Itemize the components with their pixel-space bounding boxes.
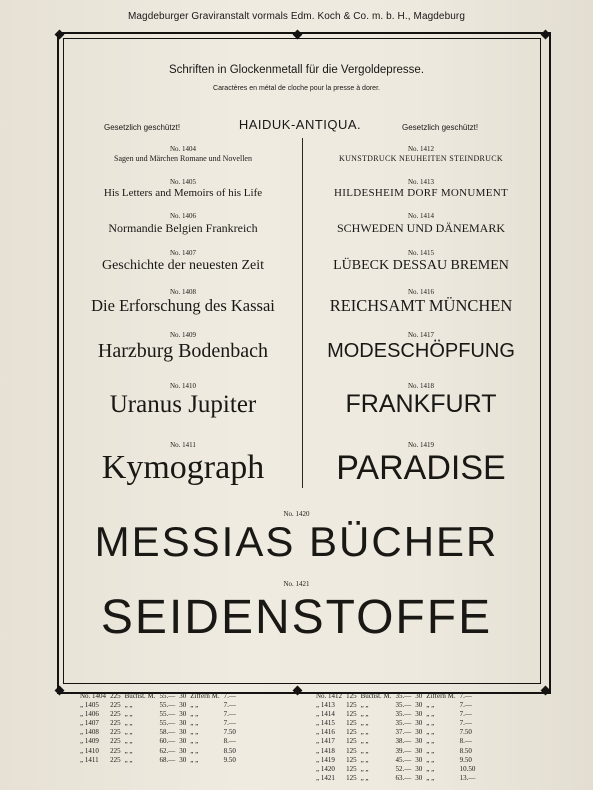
specimen-1421-number: No. 1421 <box>283 580 310 588</box>
price-cell: 7.— <box>459 701 472 710</box>
price-cell: „ 1409 <box>80 737 99 746</box>
price-cell: 125 <box>346 755 357 764</box>
specimen-1411 <box>63 441 303 485</box>
price-row <box>314 756 477 765</box>
price-cell: 30 <box>179 692 187 700</box>
price-cell: „ „ <box>190 728 199 737</box>
page-subtitle: Caractères en métal de cloche pour la presse à dorer. <box>213 85 380 92</box>
price-cell: „ 1415 <box>316 719 335 728</box>
specimen-1408 <box>63 288 303 315</box>
price-cell: 55.— <box>159 719 176 728</box>
price-cell: „ „ <box>426 755 435 764</box>
price-cell: 125 <box>346 746 357 755</box>
price-row <box>78 737 238 746</box>
price-cell: 8.— <box>459 737 472 746</box>
specimen-1412 <box>301 145 541 163</box>
price-cell: „ „ <box>190 701 199 710</box>
specimen-text: His Letters and Memoirs of his Life <box>103 187 263 199</box>
price-cell: „ „ <box>360 746 369 755</box>
price-cell: 125 <box>346 692 357 700</box>
specimen-number: No. 1406 <box>169 212 197 220</box>
publisher-header: Magdeburger Graviranstalt vormals Edm. Koch & Co. m. b. H., Magdeburg <box>127 11 466 22</box>
price-cell: 13.— <box>459 773 476 782</box>
price-cell: 45.— <box>395 755 412 764</box>
price-cell: „ „ <box>360 737 369 746</box>
price-cell: 7.— <box>223 701 236 710</box>
price-cell: 125 <box>346 701 357 710</box>
specimen-1406 <box>63 212 303 234</box>
price-row <box>314 765 477 774</box>
price-cell: „ 1421 <box>316 773 335 782</box>
price-cell: Ziffern M. <box>426 692 456 700</box>
price-cell: 30 <box>179 719 187 728</box>
price-cell: 55.— <box>159 710 176 719</box>
price-cell: 8.50 <box>223 746 236 755</box>
price-cell: 30 <box>415 719 423 728</box>
price-table-right <box>314 692 477 783</box>
specimen-1407 <box>63 249 303 273</box>
price-cell: „ „ <box>360 719 369 728</box>
price-cell: 35.— <box>395 701 412 710</box>
price-cell: „ 1411 <box>80 755 99 764</box>
price-cell: „ 1420 <box>316 764 335 773</box>
price-cell: „ „ <box>124 710 133 719</box>
legal-notice-right: Gesetzlich geschützt! <box>402 123 479 132</box>
price-cell: „ „ <box>124 746 133 755</box>
specimen-1414 <box>301 212 541 234</box>
price-cell: 39.— <box>395 746 412 755</box>
specimen-number: No. 1416 <box>407 288 435 296</box>
price-row <box>314 774 477 783</box>
price-cell: 225 <box>110 692 121 700</box>
price-cell: 30 <box>179 737 187 746</box>
price-cell: „ „ <box>360 764 369 773</box>
price-cell: 125 <box>346 728 357 737</box>
price-row <box>314 747 477 756</box>
price-cell: „ „ <box>190 737 199 746</box>
price-cell: 225 <box>110 701 121 710</box>
price-cell: „ „ <box>426 719 435 728</box>
price-cell: 38.— <box>395 737 412 746</box>
specimen-number: No. 1409 <box>169 331 197 339</box>
specimen-text: Kymograph <box>101 449 265 486</box>
price-cell: Buchst. M. <box>360 692 392 700</box>
specimen-number: No. 1411 <box>170 441 196 449</box>
specimen-number: No. 1417 <box>407 331 435 339</box>
price-cell: 30 <box>415 701 423 710</box>
price-cell: 8.— <box>223 737 236 746</box>
price-cell: „ „ <box>426 737 435 746</box>
specimen-text: Geschichte der neuesten Zeit <box>101 258 265 273</box>
price-row <box>314 728 477 737</box>
specimen-number: No. 1405 <box>169 178 197 186</box>
price-cell: 7.— <box>223 710 236 719</box>
specimen-text: Uranus Jupiter <box>109 391 257 418</box>
price-cell: „ 1410 <box>80 746 99 755</box>
price-cell: „ „ <box>360 710 369 719</box>
price-cell: 10.50 <box>459 764 476 773</box>
specimen-1417 <box>301 331 541 361</box>
price-cell: 9.50 <box>459 755 472 764</box>
price-cell: 7.— <box>459 710 472 719</box>
price-cell: 30 <box>179 728 187 737</box>
price-row <box>78 710 238 719</box>
price-cell: 7.50 <box>223 728 236 737</box>
price-cell: 7.— <box>459 719 472 728</box>
specimen-text: LÜBECK DESSAU BREMEN <box>333 258 509 273</box>
price-cell: 225 <box>110 737 121 746</box>
price-cell: „ 1405 <box>80 701 99 710</box>
price-cell: „ „ <box>360 701 369 710</box>
price-cell: 125 <box>346 764 357 773</box>
specimen-number: No. 1407 <box>169 249 197 257</box>
price-cell: 55.— <box>159 692 176 700</box>
specimen-1409 <box>63 331 303 361</box>
price-cell: Buchst. M. <box>124 692 156 700</box>
price-cell: „ „ <box>360 773 369 782</box>
price-cell: 225 <box>110 728 121 737</box>
price-row <box>78 728 238 737</box>
price-cell: 30 <box>415 746 423 755</box>
specimen-number: No. 1418 <box>407 382 435 390</box>
specimen-1405 <box>63 178 303 199</box>
price-cell: 52.— <box>395 764 412 773</box>
specimen-1416 <box>301 288 541 315</box>
price-cell: „ 1408 <box>80 728 99 737</box>
specimen-text: Sagen und Märchen Romane und Novellen <box>114 154 252 163</box>
price-cell: 125 <box>346 719 357 728</box>
specimen-1419 <box>301 441 541 485</box>
price-cell: 30 <box>179 710 187 719</box>
price-cell: 30 <box>179 746 187 755</box>
price-row <box>314 692 477 701</box>
price-row <box>314 737 477 746</box>
specimen-text: Harzburg Bodenbach <box>97 340 269 362</box>
specimen-number: No. 1404 <box>169 145 197 153</box>
price-row <box>314 719 477 728</box>
price-cell: Ziffern M. <box>190 692 220 700</box>
price-cell: „ 1414 <box>316 710 335 719</box>
price-cell: „ 1413 <box>316 701 335 710</box>
specimen-1420-text: MESSIAS BÜCHER <box>94 518 499 565</box>
price-cell: 30 <box>415 710 423 719</box>
price-cell: 63.— <box>395 773 412 782</box>
price-cell: 30 <box>179 701 187 710</box>
specimen-number: No. 1408 <box>169 288 197 296</box>
specimen-text: Normandie Belgien Frankreich <box>108 221 258 235</box>
price-cell: 68.— <box>159 755 176 764</box>
price-cell: 62.— <box>159 746 176 755</box>
price-table-left <box>78 692 238 765</box>
price-cell: 7.— <box>459 692 472 700</box>
price-cell: 7.— <box>223 692 236 700</box>
price-row <box>78 701 238 710</box>
specimen-number: No. 1413 <box>407 178 435 186</box>
price-row <box>314 710 477 719</box>
price-cell: „ „ <box>426 773 435 782</box>
price-cell: „ 1418 <box>316 746 335 755</box>
price-cell: 125 <box>346 710 357 719</box>
specimen-1420-number: No. 1420 <box>283 510 310 518</box>
price-cell: 7.— <box>223 719 236 728</box>
price-cell: „ 1416 <box>316 728 335 737</box>
price-cell: 30 <box>415 728 423 737</box>
price-cell: „ 1419 <box>316 755 335 764</box>
price-cell: 125 <box>346 737 357 746</box>
price-cell: 225 <box>110 719 121 728</box>
price-cell: No. 1404 <box>80 692 107 700</box>
specimen-text: MODESCHÖPFUNG <box>327 340 515 362</box>
price-cell: 225 <box>110 746 121 755</box>
price-cell: „ „ <box>190 755 199 764</box>
specimen-text: HILDESHEIM DORF MONUMENT <box>333 187 509 199</box>
specimen-1421-text: SEIDENSTOFFE <box>100 591 493 644</box>
price-cell: 30 <box>415 764 423 773</box>
specimen-text: PARADISE <box>336 449 506 487</box>
price-cell: 60.— <box>159 737 176 746</box>
price-cell: „ „ <box>124 719 133 728</box>
price-cell: 8.50 <box>459 746 472 755</box>
specimen-text: Die Erforschung des Kassai <box>91 296 275 315</box>
price-cell: „ „ <box>426 764 435 773</box>
specimen-number: No. 1414 <box>407 212 435 220</box>
price-cell: „ „ <box>124 737 133 746</box>
price-cell: „ „ <box>426 746 435 755</box>
price-cell: 30 <box>415 692 423 700</box>
page-title: Schriften in Glockenmetall für die Vergoldepresse. <box>168 64 425 76</box>
specimen-1415 <box>301 249 541 273</box>
price-cell: „ 1407 <box>80 719 99 728</box>
price-cell: 55.— <box>159 701 176 710</box>
price-cell: 37.— <box>395 728 412 737</box>
specimen-number: No. 1412 <box>407 145 435 153</box>
legal-notice-left: Gesetzlich geschützt! <box>104 123 181 132</box>
specimen-text: FRANKFURT <box>345 390 497 418</box>
price-row <box>78 756 238 765</box>
specimen-1410 <box>63 382 303 417</box>
specimen-text: KUNSTDRUCK NEUHEITEN STEINDRUCK <box>339 154 503 163</box>
price-row <box>78 692 238 701</box>
price-cell: 225 <box>110 755 121 764</box>
price-cell: „ „ <box>124 755 133 764</box>
price-cell: „ „ <box>124 728 133 737</box>
price-cell: 35.— <box>395 719 412 728</box>
price-cell: 7.50 <box>459 728 472 737</box>
specimen-1404 <box>63 145 303 163</box>
price-cell: 35.— <box>395 710 412 719</box>
price-cell: „ „ <box>190 719 199 728</box>
price-cell: 35.— <box>395 692 412 700</box>
price-cell: „ „ <box>426 710 435 719</box>
price-cell: 30 <box>415 737 423 746</box>
price-row <box>78 719 238 728</box>
price-cell: 125 <box>346 773 357 782</box>
specimen-1418 <box>301 382 541 417</box>
price-cell: 9.50 <box>223 755 236 764</box>
specimen-number: No. 1415 <box>407 249 435 257</box>
price-cell: „ „ <box>124 701 133 710</box>
specimen-number: No. 1410 <box>169 382 197 390</box>
price-cell: „ „ <box>426 728 435 737</box>
specimen-text: REICHSAMT MÜNCHEN <box>329 296 513 315</box>
price-cell: „ „ <box>190 710 199 719</box>
typeface-name: HAIDUK-ANTIQUA. <box>238 117 362 132</box>
price-row <box>78 747 238 756</box>
price-cell: „ „ <box>360 728 369 737</box>
price-cell: 30 <box>179 755 187 764</box>
specimen-1413 <box>301 178 541 199</box>
price-cell: „ „ <box>360 755 369 764</box>
price-cell: 58.— <box>159 728 176 737</box>
price-cell: „ 1406 <box>80 710 99 719</box>
price-cell: No. 1412 <box>316 692 343 700</box>
price-cell: 30 <box>415 773 423 782</box>
price-cell: „ „ <box>426 701 435 710</box>
price-cell: 225 <box>110 710 121 719</box>
price-cell: „ 1417 <box>316 737 335 746</box>
specimen-number: No. 1419 <box>407 441 435 449</box>
price-row <box>314 701 477 710</box>
specimen-text: SCHWEDEN UND DÄNEMARK <box>337 221 505 235</box>
price-cell: 30 <box>415 755 423 764</box>
price-cell: „ „ <box>190 746 199 755</box>
